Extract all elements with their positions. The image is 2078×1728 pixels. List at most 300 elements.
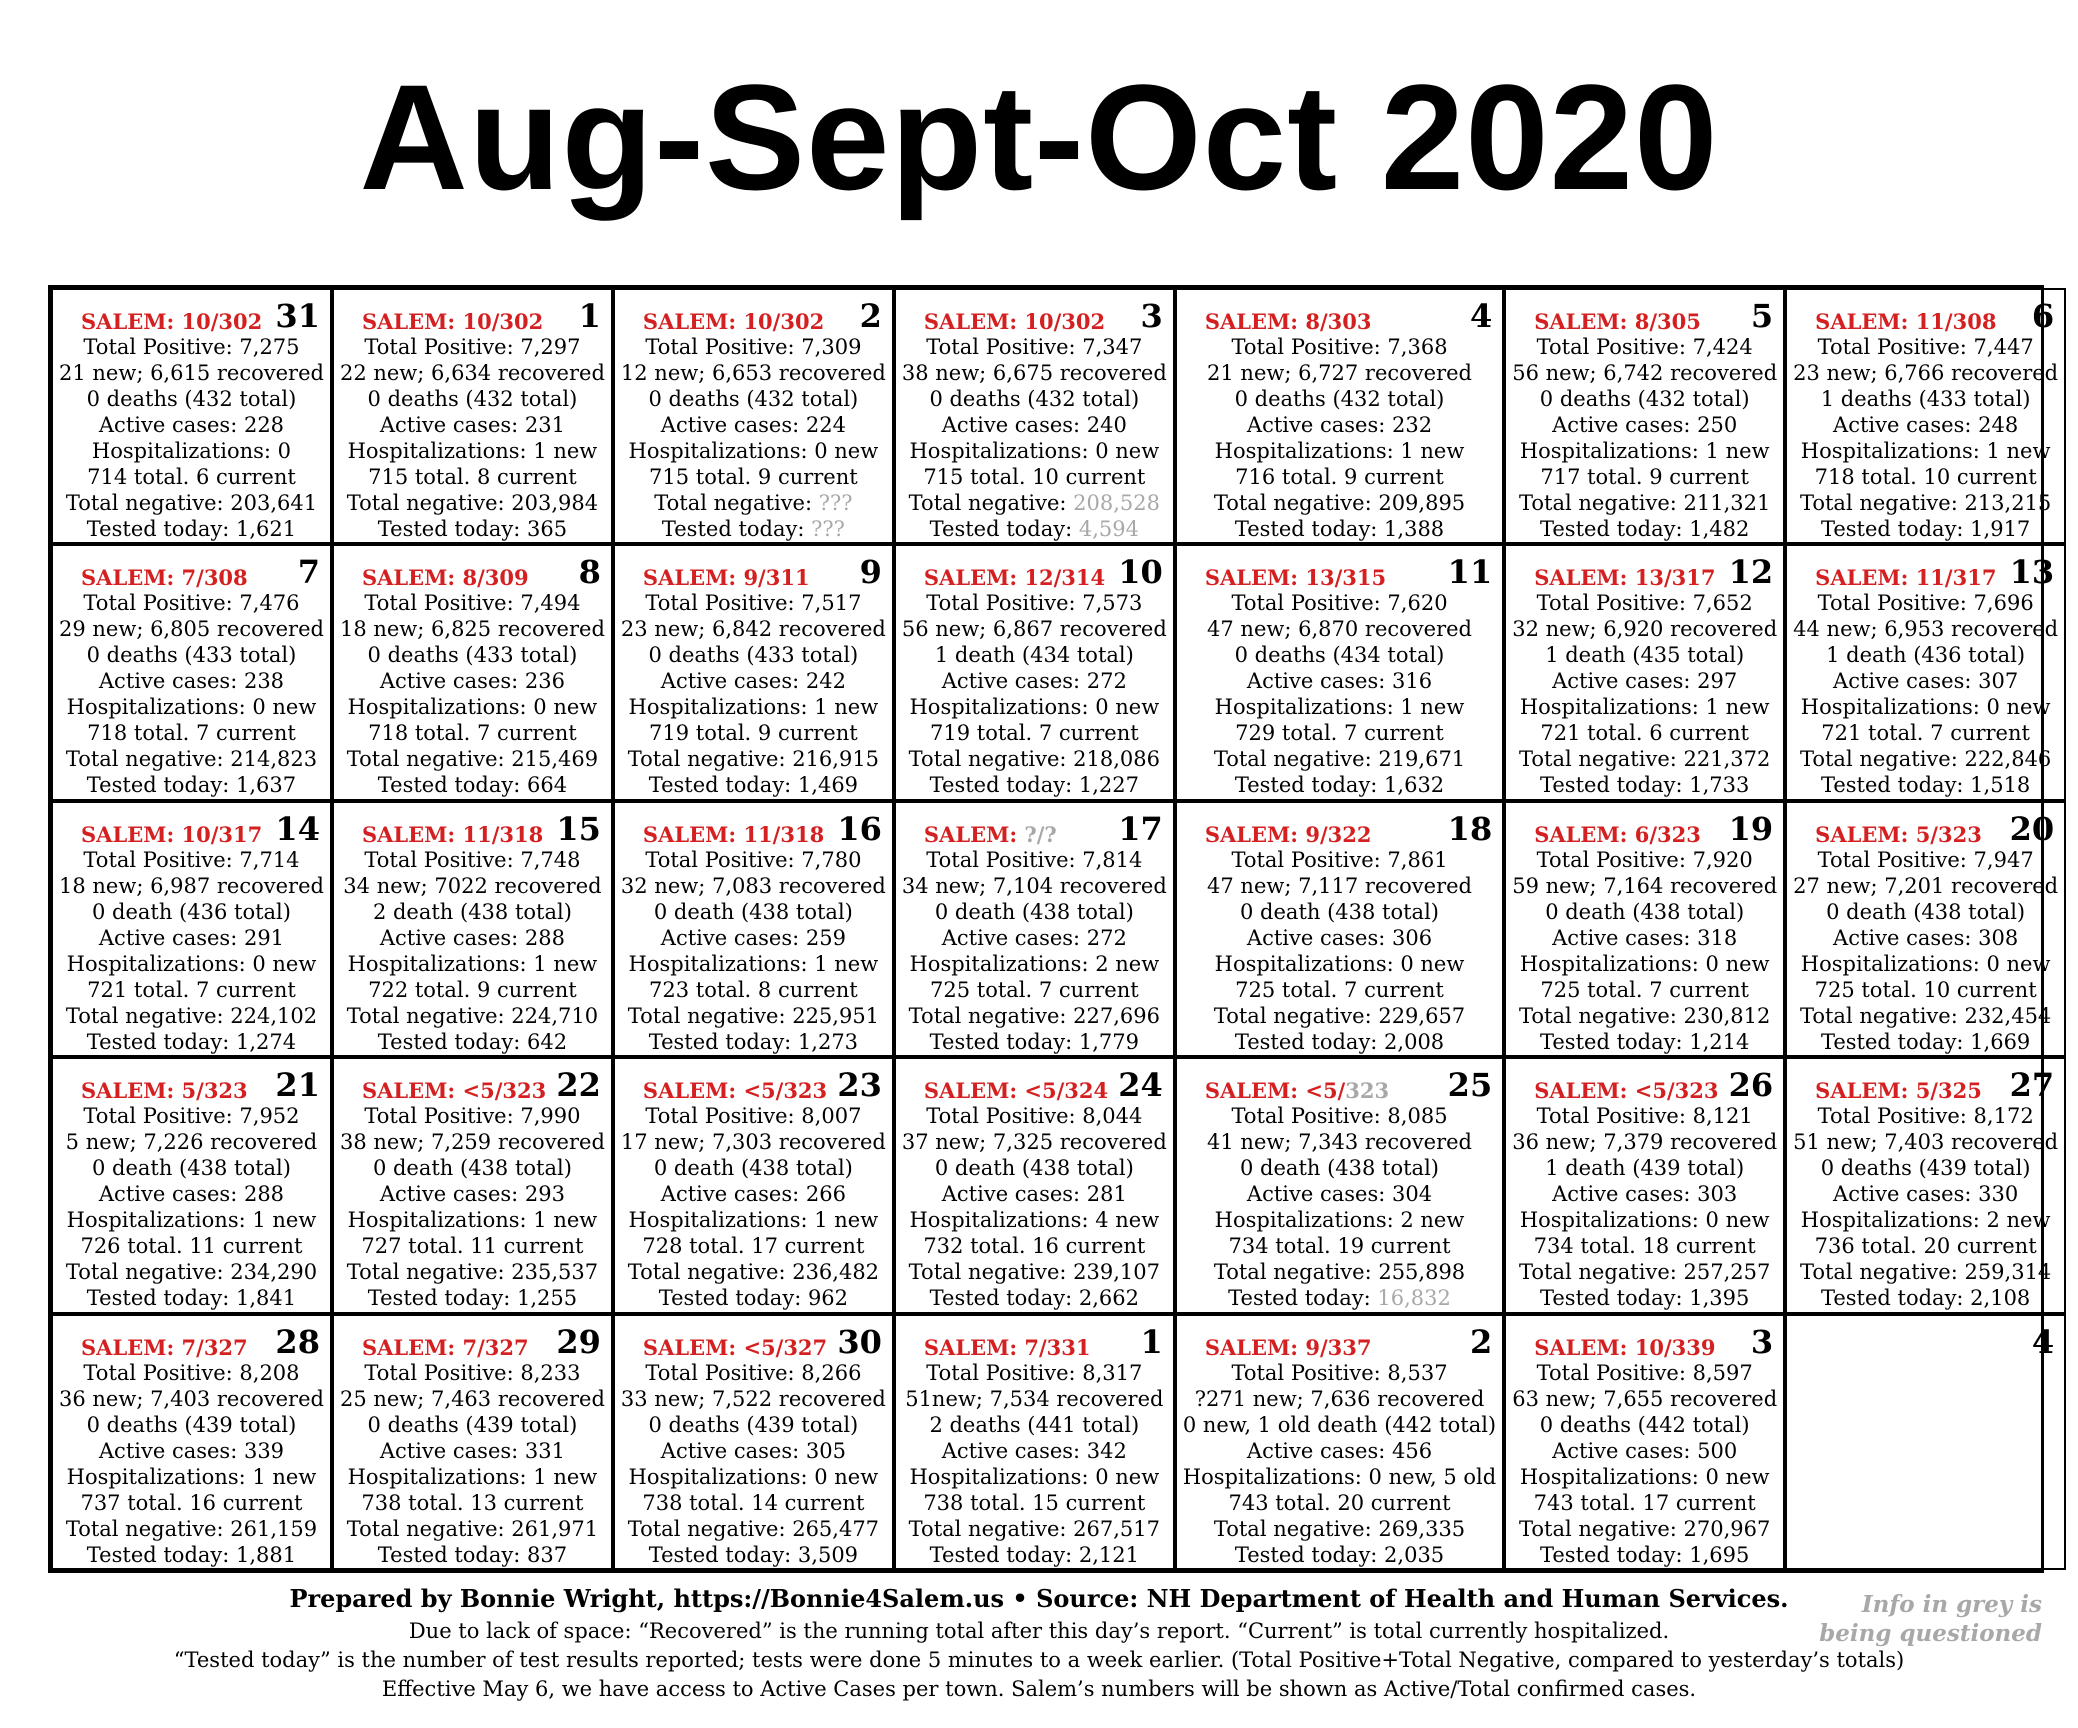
day-number: 7 [297, 553, 320, 592]
stat-line: Total negative: 218,086 [908, 747, 1160, 772]
stat-line: Active cases: 259 [660, 925, 846, 950]
grey-info-note-line: Info in grey is [1861, 1591, 2042, 1618]
stat-line: Tested today: 837 [377, 1542, 568, 1567]
stat-line: 719 total. 7 current [930, 721, 1139, 746]
day-header [621, 1063, 886, 1103]
stat-line: 0 deaths (432 total) [1539, 387, 1750, 411]
calendar-day-cell [332, 288, 613, 544]
stat-line: 714 total. 6 current [87, 465, 296, 489]
stat-line: Active cases: 272 [941, 669, 1127, 694]
day-header [902, 294, 1167, 334]
stat-line: Total Positive: 7,517 [645, 591, 862, 616]
stat-line: 0 death (438 total) [653, 1156, 853, 1181]
stat-line: 0 death (438 total) [91, 1156, 291, 1181]
calendar-day-cell [894, 288, 1175, 544]
stat-line: Total Positive: 8,208 [83, 1360, 300, 1385]
salem-cases-label: SALEM: <5/323 [642, 1078, 828, 1104]
day-number: 4 [1469, 297, 1493, 335]
stat-line: Hospitalizations: 0 new [1800, 951, 2051, 976]
calendar-day-cell [613, 1057, 894, 1313]
stat-line: 21 new; 6,615 recovered [59, 361, 324, 385]
stat-line: 0 deaths (439 total) [367, 1412, 578, 1437]
stat-line: Tested today: 4,594 [929, 517, 1140, 541]
calendar-day-cell [51, 801, 332, 1057]
stat-line: Active cases: 330 [1833, 1182, 2019, 1207]
salem-cases-label: SALEM: 11/318 [642, 821, 825, 847]
stat-line: Total Positive: 7,494 [364, 591, 581, 616]
stat-line: Total Positive: 8,233 [364, 1360, 581, 1385]
stat-line: 719 total. 9 current [649, 721, 858, 746]
stat-line: 738 total. 14 current [642, 1490, 865, 1515]
stat-line: Hospitalizations: 0 new [1519, 1464, 1770, 1489]
day-header [59, 550, 324, 590]
stat-line: 0 death (438 total) [372, 1156, 572, 1181]
stat-line: 716 total. 9 current [1235, 465, 1444, 489]
stat-line: Total negative: 209,895 [1213, 491, 1466, 515]
calendar-day-cell [1504, 1314, 1785, 1570]
salem-cases-label: SALEM: 11/308 [1815, 309, 1997, 334]
stat-line: Tested today: 1,273 [648, 1029, 859, 1054]
stat-line: Hospitalizations: 1 new [1214, 439, 1465, 463]
stat-line: 734 total. 18 current [1533, 1234, 1756, 1259]
stat-line: 722 total. 9 current [368, 977, 577, 1002]
calendar-day-cell [894, 801, 1175, 1057]
stat-line: Hospitalizations: 0 new [66, 695, 317, 720]
stat-line: 0 death (438 total) [653, 899, 853, 924]
day-header [1183, 807, 1496, 847]
stat-line: Total negative: 208,528 [908, 491, 1160, 515]
day-header [621, 1320, 886, 1360]
stat-line: Hospitalizations: 1 new [66, 1208, 317, 1233]
day-number: 27 [2009, 1066, 2055, 1105]
stat-line: 1 death (434 total) [934, 643, 1134, 668]
stat-line: Total negative: 216,915 [627, 747, 880, 772]
stat-line: Tested today: 2,008 [1234, 1029, 1445, 1054]
stat-line: Total Positive: 7,696 [1817, 591, 2034, 616]
stat-line: 17 new; 7,303 recovered [620, 1130, 886, 1155]
salem-cases-label: SALEM: 11/317 [1815, 565, 1997, 591]
stat-line: Total Positive: 8,597 [1536, 1360, 1753, 1385]
day-number: 20 [2009, 809, 2055, 848]
stat-line: 25 new; 7,463 recovered [339, 1386, 605, 1411]
stat-line: Total Positive: 8,172 [1817, 1104, 2034, 1129]
salem-cases-label: SALEM: 11/318 [361, 821, 544, 847]
stat-line: 0 deaths (432 total) [86, 387, 297, 411]
stat-line: Total negative: 214,823 [65, 747, 318, 772]
calendar-day-cell [1785, 1057, 2066, 1313]
stat-line: 34 new; 7022 recovered [343, 873, 602, 898]
stat-line: 2 death (438 total) [372, 899, 572, 924]
stat-line: 715 total. 10 current [923, 465, 1146, 489]
stat-line: 2 deaths (441 total) [929, 1412, 1140, 1437]
stat-line: 718 total. 7 current [368, 721, 577, 746]
stat-line: Tested today: 1,395 [1540, 1286, 1750, 1311]
calendar-day-cell [1504, 801, 1785, 1057]
stat-line: Total negative: 265,477 [627, 1516, 880, 1541]
day-header [1183, 550, 1496, 590]
day-header [340, 807, 605, 847]
stat-line: 56 new; 6,867 recovered [901, 617, 1167, 642]
stat-line: Active cases: 318 [1552, 925, 1738, 950]
stat-line: Tested today: 2,108 [1820, 1286, 2031, 1311]
day-header [902, 807, 1167, 847]
stat-line: Active cases: 236 [379, 669, 565, 694]
day-number: 1 [578, 297, 601, 335]
stat-line: Hospitalizations: 0 new [1214, 951, 1465, 976]
stat-line: Total negative: 255,898 [1213, 1260, 1466, 1285]
stat-line: Active cases: 238 [98, 669, 285, 694]
stat-line: Total Positive: 7,347 [926, 335, 1143, 359]
stat-line: 5 new; 7,226 recovered [65, 1130, 318, 1155]
stat-line: Total Positive: 7,814 [926, 847, 1143, 872]
stat-line: 27 new; 7,201 recovered [1793, 873, 2059, 898]
stat-line: 1 death (435 total) [1545, 643, 1745, 668]
day-header [340, 550, 605, 590]
stat-line: Tested today: 2,121 [929, 1542, 1139, 1567]
day-header [340, 1063, 605, 1103]
stat-line: Active cases: 288 [98, 1182, 285, 1207]
day-number: 24 [1118, 1066, 1163, 1105]
stat-line: 0 deaths (439 total) [1820, 1156, 2031, 1181]
stat-line: Total Positive: 7,476 [83, 591, 300, 616]
stat-line: Tested today: 1,469 [648, 773, 859, 798]
salem-cases-label: SALEM: 10/302 [361, 309, 544, 334]
day-number: 10 [1118, 553, 1163, 592]
page-title: Aug-Sept-Oct 2020 [359, 53, 1719, 221]
stat-line: 0 death (438 total) [1826, 899, 2026, 924]
calendar-day-cell [613, 801, 894, 1057]
day-number: 1 [1140, 1322, 1163, 1361]
stat-line: Active cases: 288 [379, 925, 565, 950]
salem-cases-label: SALEM: 10/302 [81, 309, 263, 334]
stat-line: 56 new; 6,742 recovered [1512, 361, 1778, 385]
stat-line: 0 deaths (432 total) [929, 387, 1140, 411]
stat-line: 32 new; 7,083 recovered [620, 873, 886, 898]
stat-line: Active cases: 307 [1833, 669, 2019, 694]
stat-line: Hospitalizations: 4 new [909, 1208, 1160, 1233]
calendar-day-cell [1175, 1057, 1504, 1313]
calendar-day-cell [51, 1314, 332, 1570]
stat-line: 32 new; 6,920 recovered [1512, 617, 1778, 642]
stat-line: 721 total. 6 current [1540, 721, 1750, 746]
stat-line: Active cases: 266 [660, 1182, 846, 1207]
footer-note-tested: “Tested today” is the number of test results reported; tests were done 5 minutes to a week earlier. (Total Positive+Total Negative, compared to yesterday’s totals) [173, 1648, 1905, 1672]
day-number: 14 [275, 809, 320, 848]
salem-cases-label: SALEM: 13/317 [1534, 565, 1716, 591]
stat-line: Tested today: 642 [377, 1029, 568, 1054]
stat-line: Tested today: 16,832 [1228, 1286, 1451, 1311]
stat-line: 33 new; 7,522 recovered [620, 1386, 886, 1411]
stat-line: Total negative: 232,454 [1799, 1003, 2052, 1028]
stat-line: 725 total. 7 current [1235, 977, 1444, 1002]
stat-line: 718 total. 7 current [87, 721, 296, 746]
salem-cases-label: SALEM: 9/337 [1204, 1334, 1372, 1360]
stat-line: 0 deaths (433 total) [648, 643, 859, 668]
salem-cases-label: SALEM: 8/309 [361, 565, 529, 591]
stat-line: Hospitalizations: 1 new [628, 951, 879, 976]
stat-line: Total negative: 239,107 [908, 1260, 1160, 1285]
stat-line: 0 deaths (432 total) [367, 387, 578, 411]
calendar-day-cell [1504, 288, 1785, 544]
stat-line: Total negative: 215,469 [346, 747, 599, 772]
salem-cases-label: SALEM: 10/302 [923, 309, 1106, 334]
stat-line: Active cases: 316 [1246, 669, 1433, 694]
stat-line: Active cases: 240 [941, 413, 1127, 437]
stat-line: 717 total. 9 current [1540, 465, 1750, 489]
day-header [1183, 294, 1496, 334]
stat-line: Hospitalizations: 2 new [1800, 1208, 2051, 1233]
stat-line: Total Positive: 7,780 [645, 847, 862, 872]
day-header [621, 294, 886, 334]
salem-cases-label: SALEM: <5/323 [1534, 1078, 1719, 1104]
stat-line: Hospitalizations: 0 new [347, 695, 598, 720]
stat-line: 0 death (438 total) [1240, 1156, 1439, 1181]
stat-line: 736 total. 20 current [1814, 1234, 2037, 1259]
calendar-day-cell [1175, 288, 1504, 544]
stat-line: Active cases: 232 [1246, 413, 1433, 437]
calendar-day-cell [1785, 288, 2066, 544]
day-number: 3 [1750, 1322, 1774, 1361]
stat-line: 715 total. 9 current [649, 465, 858, 489]
stat-line: 34 new; 7,104 recovered [901, 873, 1167, 898]
stat-line: Hospitalizations: 2 new [909, 951, 1160, 976]
stat-line: 726 total. 11 current [80, 1234, 303, 1259]
stat-line: Total Positive: 7,714 [83, 847, 300, 872]
stat-line: 721 total. 7 current [87, 977, 296, 1002]
stat-line: Total negative: 203,984 [346, 491, 599, 515]
stat-line: Tested today: 1,881 [86, 1542, 297, 1567]
stat-line: 0 death (438 total) [1545, 899, 1745, 924]
stat-line: Total negative: 261,971 [346, 1516, 599, 1541]
calendar-grid [48, 285, 2059, 1573]
day-number: 22 [556, 1066, 601, 1105]
salem-cases-label: SALEM: 10/302 [642, 309, 825, 334]
stat-line: Tested today: 1,669 [1820, 1029, 2031, 1054]
stat-line: 41 new; 7,343 recovered [1207, 1130, 1472, 1155]
stat-line: 0 deaths (439 total) [648, 1412, 859, 1437]
stat-line: 47 new; 7,117 recovered [1207, 873, 1472, 898]
stat-line: ?271 new; 7,636 recovered [1194, 1386, 1485, 1411]
stat-line: Total negative: ??? [654, 491, 853, 515]
day-number: 2 [859, 297, 882, 335]
salem-cases-label: SALEM: 6/323 [1534, 821, 1701, 847]
day-number: 26 [1728, 1066, 1774, 1105]
day-header [1793, 294, 2058, 334]
footer-credit: Prepared by Bonnie Wright, https://Bonnie4Salem.us • Source: NH Department of Health and Human Services. [289, 1584, 1789, 1613]
day-number: 19 [1728, 809, 1774, 848]
day-header [1793, 807, 2058, 847]
footer-note-recovered: Due to lack of space: “Recovered” is the running total after this day’s report. “Current” is total currently hospitalized. [408, 1619, 1670, 1643]
stat-line: Total negative: 235,537 [346, 1260, 599, 1285]
calendar-day-cell [1785, 544, 2066, 800]
stat-line: Tested today: 1,779 [929, 1029, 1139, 1054]
salem-cases-label: SALEM: 7/327 [361, 1334, 529, 1360]
salem-cases-label: SALEM: 8/303 [1204, 309, 1372, 334]
stat-line: 725 total. 10 current [1814, 977, 2037, 1002]
stat-line: Total negative: 267,517 [908, 1516, 1160, 1541]
day-header [1512, 294, 1777, 334]
stat-line: 29 new; 6,805 recovered [59, 617, 324, 642]
stat-line: 63 new; 7,655 recovered [1512, 1386, 1778, 1411]
stat-line: Total negative: 227,696 [908, 1003, 1160, 1028]
stat-line: 1 death (436 total) [1826, 643, 2026, 668]
stat-line: Hospitalizations: 1 new [347, 1464, 598, 1489]
day-header [1512, 1063, 1777, 1103]
stat-line: Total Positive: 8,044 [926, 1104, 1143, 1129]
stat-line: 732 total. 16 current [923, 1234, 1146, 1259]
stat-line: 0 deaths (439 total) [86, 1412, 297, 1437]
stat-line: 723 total. 8 current [649, 977, 858, 1002]
calendar-day-cell [613, 544, 894, 800]
stat-line: Total negative: 203,641 [65, 491, 318, 515]
stat-line: Tested today: 1,637 [86, 773, 297, 798]
stat-line: Total Positive: 8,266 [645, 1360, 862, 1385]
footer-note-active: Effective May 6, we have access to Active Cases per town. Salem’s numbers will be shown as Active/Total confirmed cases. [381, 1677, 1697, 1701]
stat-line: Tested today: 1,388 [1234, 517, 1445, 541]
stat-line: Active cases: 272 [941, 925, 1127, 950]
stat-line: 725 total. 7 current [930, 977, 1139, 1002]
stat-line: 23 new; 6,766 recovered [1793, 361, 2059, 385]
stat-line: Hospitalizations: 2 new [1214, 1208, 1465, 1233]
stat-line: Hospitalizations: 1 new [347, 1208, 598, 1233]
stat-line: 734 total. 19 current [1228, 1234, 1451, 1259]
stat-line: Active cases: 306 [1246, 925, 1433, 950]
day-number: 29 [556, 1322, 601, 1361]
stat-line: Hospitalizations: 1 new [1214, 695, 1465, 720]
stat-line: Active cases: 231 [379, 413, 565, 437]
day-header [1793, 1320, 2058, 1360]
stat-line: Tested today: 2,662 [929, 1286, 1139, 1311]
salem-cases-label: SALEM: 8/305 [1534, 309, 1701, 334]
stat-line: 725 total. 7 current [1540, 977, 1750, 1002]
stat-line: Hospitalizations: 1 new [1519, 439, 1770, 463]
stat-line: 0 death (438 total) [934, 899, 1134, 924]
stat-line: 51 new; 7,403 recovered [1793, 1130, 2059, 1155]
day-header [340, 1320, 605, 1360]
stat-line: 738 total. 13 current [361, 1490, 584, 1515]
salem-cases-label: SALEM: 12/314 [923, 565, 1106, 591]
stat-line: Total Positive: 7,952 [83, 1104, 300, 1129]
grey-info-note [1819, 1590, 2042, 1648]
stat-line: Tested today: 1,632 [1234, 773, 1445, 798]
stat-line: 51new; 7,534 recovered [905, 1386, 1164, 1411]
calendar-day-cell [894, 1314, 1175, 1570]
stat-line: Active cases: 303 [1552, 1182, 1738, 1207]
day-number: 6 [2031, 297, 2055, 335]
day-number: 15 [556, 809, 601, 848]
stat-line: Hospitalizations: 0 new [66, 951, 317, 976]
stat-line: Total negative: 230,812 [1519, 1003, 1771, 1028]
stat-line: Total negative: 234,290 [65, 1260, 318, 1285]
stat-line: 738 total. 15 current [923, 1490, 1146, 1515]
day-number: 18 [1447, 809, 1493, 848]
calendar-day-cell [894, 544, 1175, 800]
stat-line: Active cases: 308 [1833, 925, 2019, 950]
day-number: 23 [837, 1066, 882, 1105]
calendar-day-cell [1785, 1314, 2066, 1570]
stat-line: Hospitalizations: 1 new [1800, 439, 2051, 463]
stat-line: Hospitalizations: 0 new [628, 1464, 879, 1489]
day-header [1183, 1320, 1496, 1360]
calendar-day-cell [1175, 801, 1504, 1057]
stat-line: Active cases: 224 [660, 413, 846, 437]
day-header [1512, 1320, 1777, 1360]
salem-cases-label: SALEM: 13/315 [1204, 565, 1387, 591]
stat-line: Active cases: 342 [941, 1438, 1127, 1463]
stat-line: Total Positive: 7,861 [1231, 847, 1448, 872]
stat-line: Total negative: 224,710 [346, 1003, 599, 1028]
stat-line: Total negative: 225,951 [627, 1003, 880, 1028]
stat-line: Hospitalizations: 0 new, 5 old [1182, 1464, 1497, 1489]
day-header [59, 807, 324, 847]
salem-cases-label: SALEM: 10/317 [81, 821, 263, 847]
day-number: 17 [1118, 809, 1163, 848]
stat-line: Hospitalizations: 1 new [347, 439, 598, 463]
stat-line: 59 new; 7,164 recovered [1512, 873, 1778, 898]
day-number: 2 [1469, 1322, 1493, 1361]
stat-line: Total Positive: 7,309 [645, 335, 862, 359]
stat-line: Hospitalizations: 0 new [909, 1464, 1160, 1489]
stat-line: 0 deaths (432 total) [648, 387, 859, 411]
day-header [1793, 1063, 2058, 1103]
calendar-day-cell [1175, 1314, 1504, 1570]
stat-line: Tested today: ??? [661, 517, 845, 541]
stat-line: Hospitalizations: 0 new [1800, 695, 2051, 720]
calendar-day-cell [1504, 1057, 1785, 1313]
stat-line: 18 new; 6,987 recovered [59, 873, 324, 898]
salem-cases-label: SALEM: 9/322 [1204, 821, 1372, 847]
stat-line: Tested today: 2,035 [1234, 1542, 1445, 1567]
stat-line: Active cases: 456 [1246, 1438, 1433, 1463]
stat-line: Total Positive: 7,424 [1536, 335, 1753, 359]
stat-line: Tested today: 365 [377, 517, 568, 541]
day-number: 9 [859, 553, 882, 592]
stat-line: Total Positive: 7,297 [364, 335, 581, 359]
stat-line: 715 total. 8 current [368, 465, 577, 489]
day-header [621, 550, 886, 590]
stat-line: 1 death (439 total) [1545, 1156, 1745, 1181]
stat-line: 0 deaths (433 total) [367, 643, 578, 668]
stat-line: Total Positive: 7,947 [1817, 847, 2034, 872]
stat-line: 743 total. 17 current [1533, 1490, 1756, 1515]
day-header [1512, 807, 1777, 847]
stat-line: 36 new; 7,403 recovered [59, 1386, 324, 1411]
stat-line: Total Positive: 7,748 [364, 847, 581, 872]
stat-line: 18 new; 6,825 recovered [339, 617, 605, 642]
stat-line: Total negative: 211,321 [1519, 491, 1771, 515]
calendar-day-cell [332, 1057, 613, 1313]
stat-line: Total Positive: 7,447 [1817, 335, 2034, 359]
stat-line: Tested today: 1,227 [929, 773, 1139, 798]
calendar-day-cell [1175, 544, 1504, 800]
day-number: 21 [275, 1066, 320, 1105]
stat-line: Active cases: 293 [379, 1182, 565, 1207]
stat-line: Total negative: 236,482 [627, 1260, 880, 1285]
calendar-day-cell [332, 801, 613, 1057]
salem-cases-label: SALEM: 7/308 [81, 565, 248, 591]
stat-line: Total negative: 261,159 [65, 1516, 318, 1541]
calendar-day-cell [613, 288, 894, 544]
stat-line: Tested today: 962 [658, 1286, 849, 1311]
stat-line: Active cases: 297 [1552, 669, 1738, 694]
day-header [621, 807, 886, 847]
stat-line: 729 total. 7 current [1235, 721, 1444, 746]
stat-line: 36 new; 7,379 recovered [1512, 1130, 1778, 1155]
calendar-day-cell [613, 1314, 894, 1570]
day-number: 25 [1447, 1066, 1493, 1105]
day-header [1512, 550, 1777, 590]
stat-line: Hospitalizations: 0 new [909, 695, 1160, 720]
